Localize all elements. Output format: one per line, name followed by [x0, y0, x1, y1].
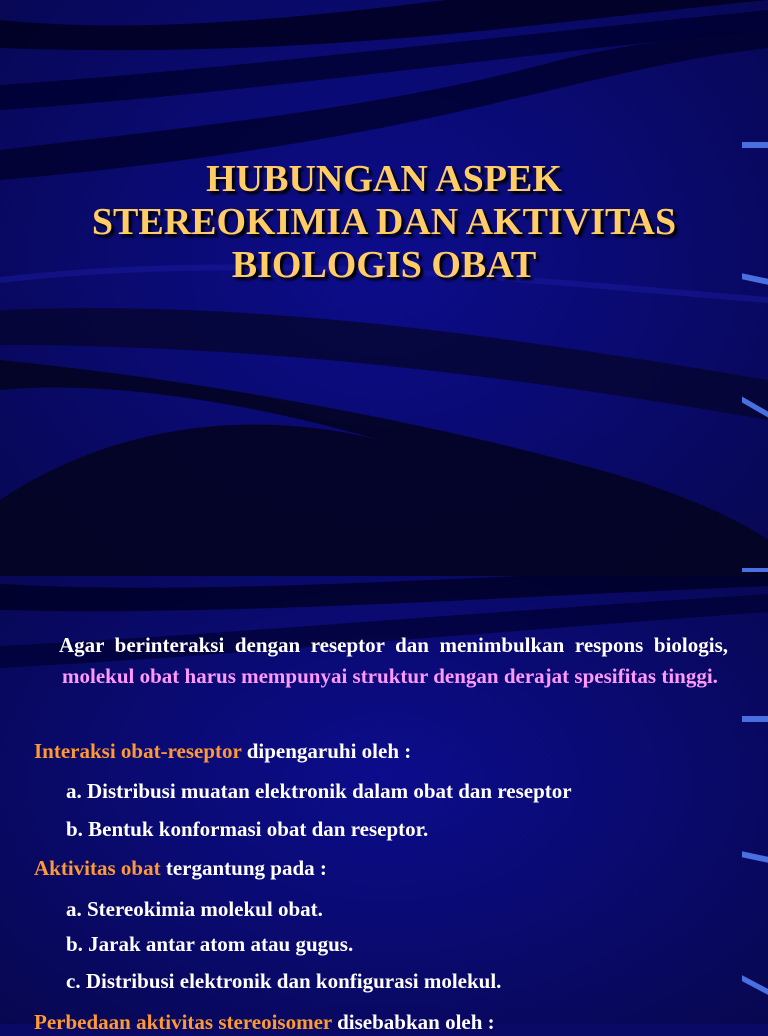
section-keyword: Aktivitas obat	[34, 856, 161, 880]
section-heading	[34, 1008, 495, 1036]
intro-highlight: molekul obat harus mempunyai struktur dengan derajat spesifitas tinggi.	[62, 664, 718, 688]
section-heading	[34, 854, 327, 882]
title-line: BIOLOGIS OBAT	[231, 244, 537, 286]
list-item: c. Distribusi elektronik dan konfigurasi molekul.	[66, 969, 502, 993]
section-keyword: Interaksi obat-reseptor	[34, 739, 242, 763]
accent-tick	[742, 716, 768, 722]
title-line: STEREOKIMIA DAN AKTIVITAS	[91, 201, 677, 243]
section-heading-rest: tergantung pada :	[160, 856, 327, 880]
section-heading-rest: disebabkan oleh :	[331, 1010, 495, 1034]
list-item: b. Bentuk konformasi obat dan reseptor.	[66, 817, 429, 841]
title-line: HUBUNGAN ASPEK	[206, 158, 562, 200]
accent-tick	[742, 568, 768, 572]
intro-paragraph	[59, 630, 728, 692]
section-keyword: Perbedaan aktivitas stereoisomer	[34, 1010, 332, 1034]
list-item: b. Jarak antar atom atau gugus.	[66, 932, 354, 956]
accent-tick	[742, 142, 768, 148]
list-item: a. Stereokimia molekul obat.	[66, 897, 323, 921]
section-heading	[34, 737, 411, 765]
list-item: a. Distribusi muatan elektronik dalam obat dan reseptor	[66, 779, 572, 803]
section-heading-rest: dipengaruhi oleh :	[241, 739, 412, 763]
slide-title	[20, 158, 748, 287]
intro-text: Agar berinteraksi dengan reseptor dan menimbulkan respons biologis,	[59, 633, 728, 657]
